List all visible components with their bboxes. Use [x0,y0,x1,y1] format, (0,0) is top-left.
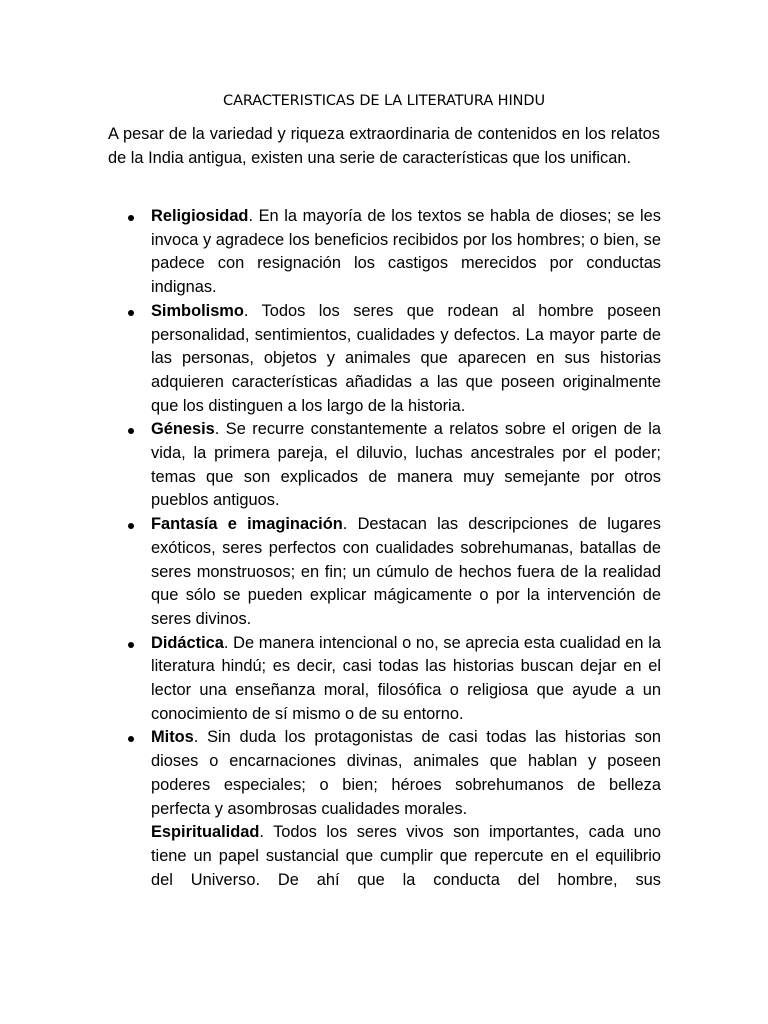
list-item-religiosidad [151,205,661,300]
list-item-espiritualidad [151,821,661,892]
bullet-icon [128,736,134,742]
bullet-icon [128,215,134,221]
list-item-mitos [151,726,661,821]
item-text: . En la mayoría de los textos se habla de dioses; se les invoca y agradece los beneficios recibidos por los hombres; o bien, se padece con resignación los castigos merecidos por conductas indignas. [151,207,661,297]
list-item-fantasia [151,513,661,632]
list-item-genesis [151,418,661,513]
item-term: Didáctica [151,633,224,652]
characteristics-list [151,205,661,892]
list-item-didactica [151,632,661,727]
document-title: CARACTERISTICAS DE LA LITERATURA HINDU [223,93,545,109]
item-term: Mitos [151,728,194,747]
bullet-icon [128,523,134,529]
item-term: Génesis [151,420,215,439]
item-text: . Todos los seres vivos son importantes, cada uno tiene un papel sustancial que cumplir que repercute en el equilibrio del Universo. De ahí que la conducta del hombre, sus [151,823,661,889]
bullet-icon [128,310,134,316]
bullet-icon [128,428,134,434]
item-text: . Sin duda los protagonistas de casi todas las historias son dioses o encarnaciones divinas, animales que hablan y poseen poderes especiales; o bien; héroes sobrehumanos de belleza perfecta y asombrosas cualidades morales. [151,728,661,818]
item-text: . Todos los seres que rodean al hombre poseen personalidad, sentimientos, cualidades y defectos. La mayor parte de las personas, objetos y animales que aparecen en sus historias adquieren características añadidas a las que poseen originalmente que los distinguen a los largo de la historia. [151,301,661,415]
item-text: . Se recurre constantemente a relatos sobre el origen de la vida, la primera pareja, el diluvio, luchas ancestrales por el poder; temas que son explicados de manera muy semejante por otros pueblos antiguos. [151,420,661,510]
bullet-icon [128,642,134,648]
item-term: Espiritualidad [151,823,260,842]
intro-paragraph: A pesar de la variedad y riqueza extraordinaria de contenidos en los relatos de la India antigua, existen una serie de características que los unifican. [108,125,660,167]
item-term: Fantasía e imaginación [151,515,343,534]
list-item-simbolismo [151,300,661,419]
item-term: Simbolismo [151,301,244,320]
item-text: . Destacan las descripciones de lugares exóticos, seres perfectos con cualidades sobrehumanas, batallas de seres monstruosos; en fin; un cúmulo de hechos fuera de la realidad que sólo se pueden explicar mágicamente o por la intervención de seres divinos. [151,515,661,628]
item-term: Religiosidad [151,207,249,225]
item-text: . De manera intencional o no, se aprecia esta cualidad en la literatura hindú; es decir, casi todas las historias buscan dejar en el lector una enseñanza moral, filosófica o religiosa que ayude a un conocimiento de sí mismo o de su entorno. [151,633,661,723]
